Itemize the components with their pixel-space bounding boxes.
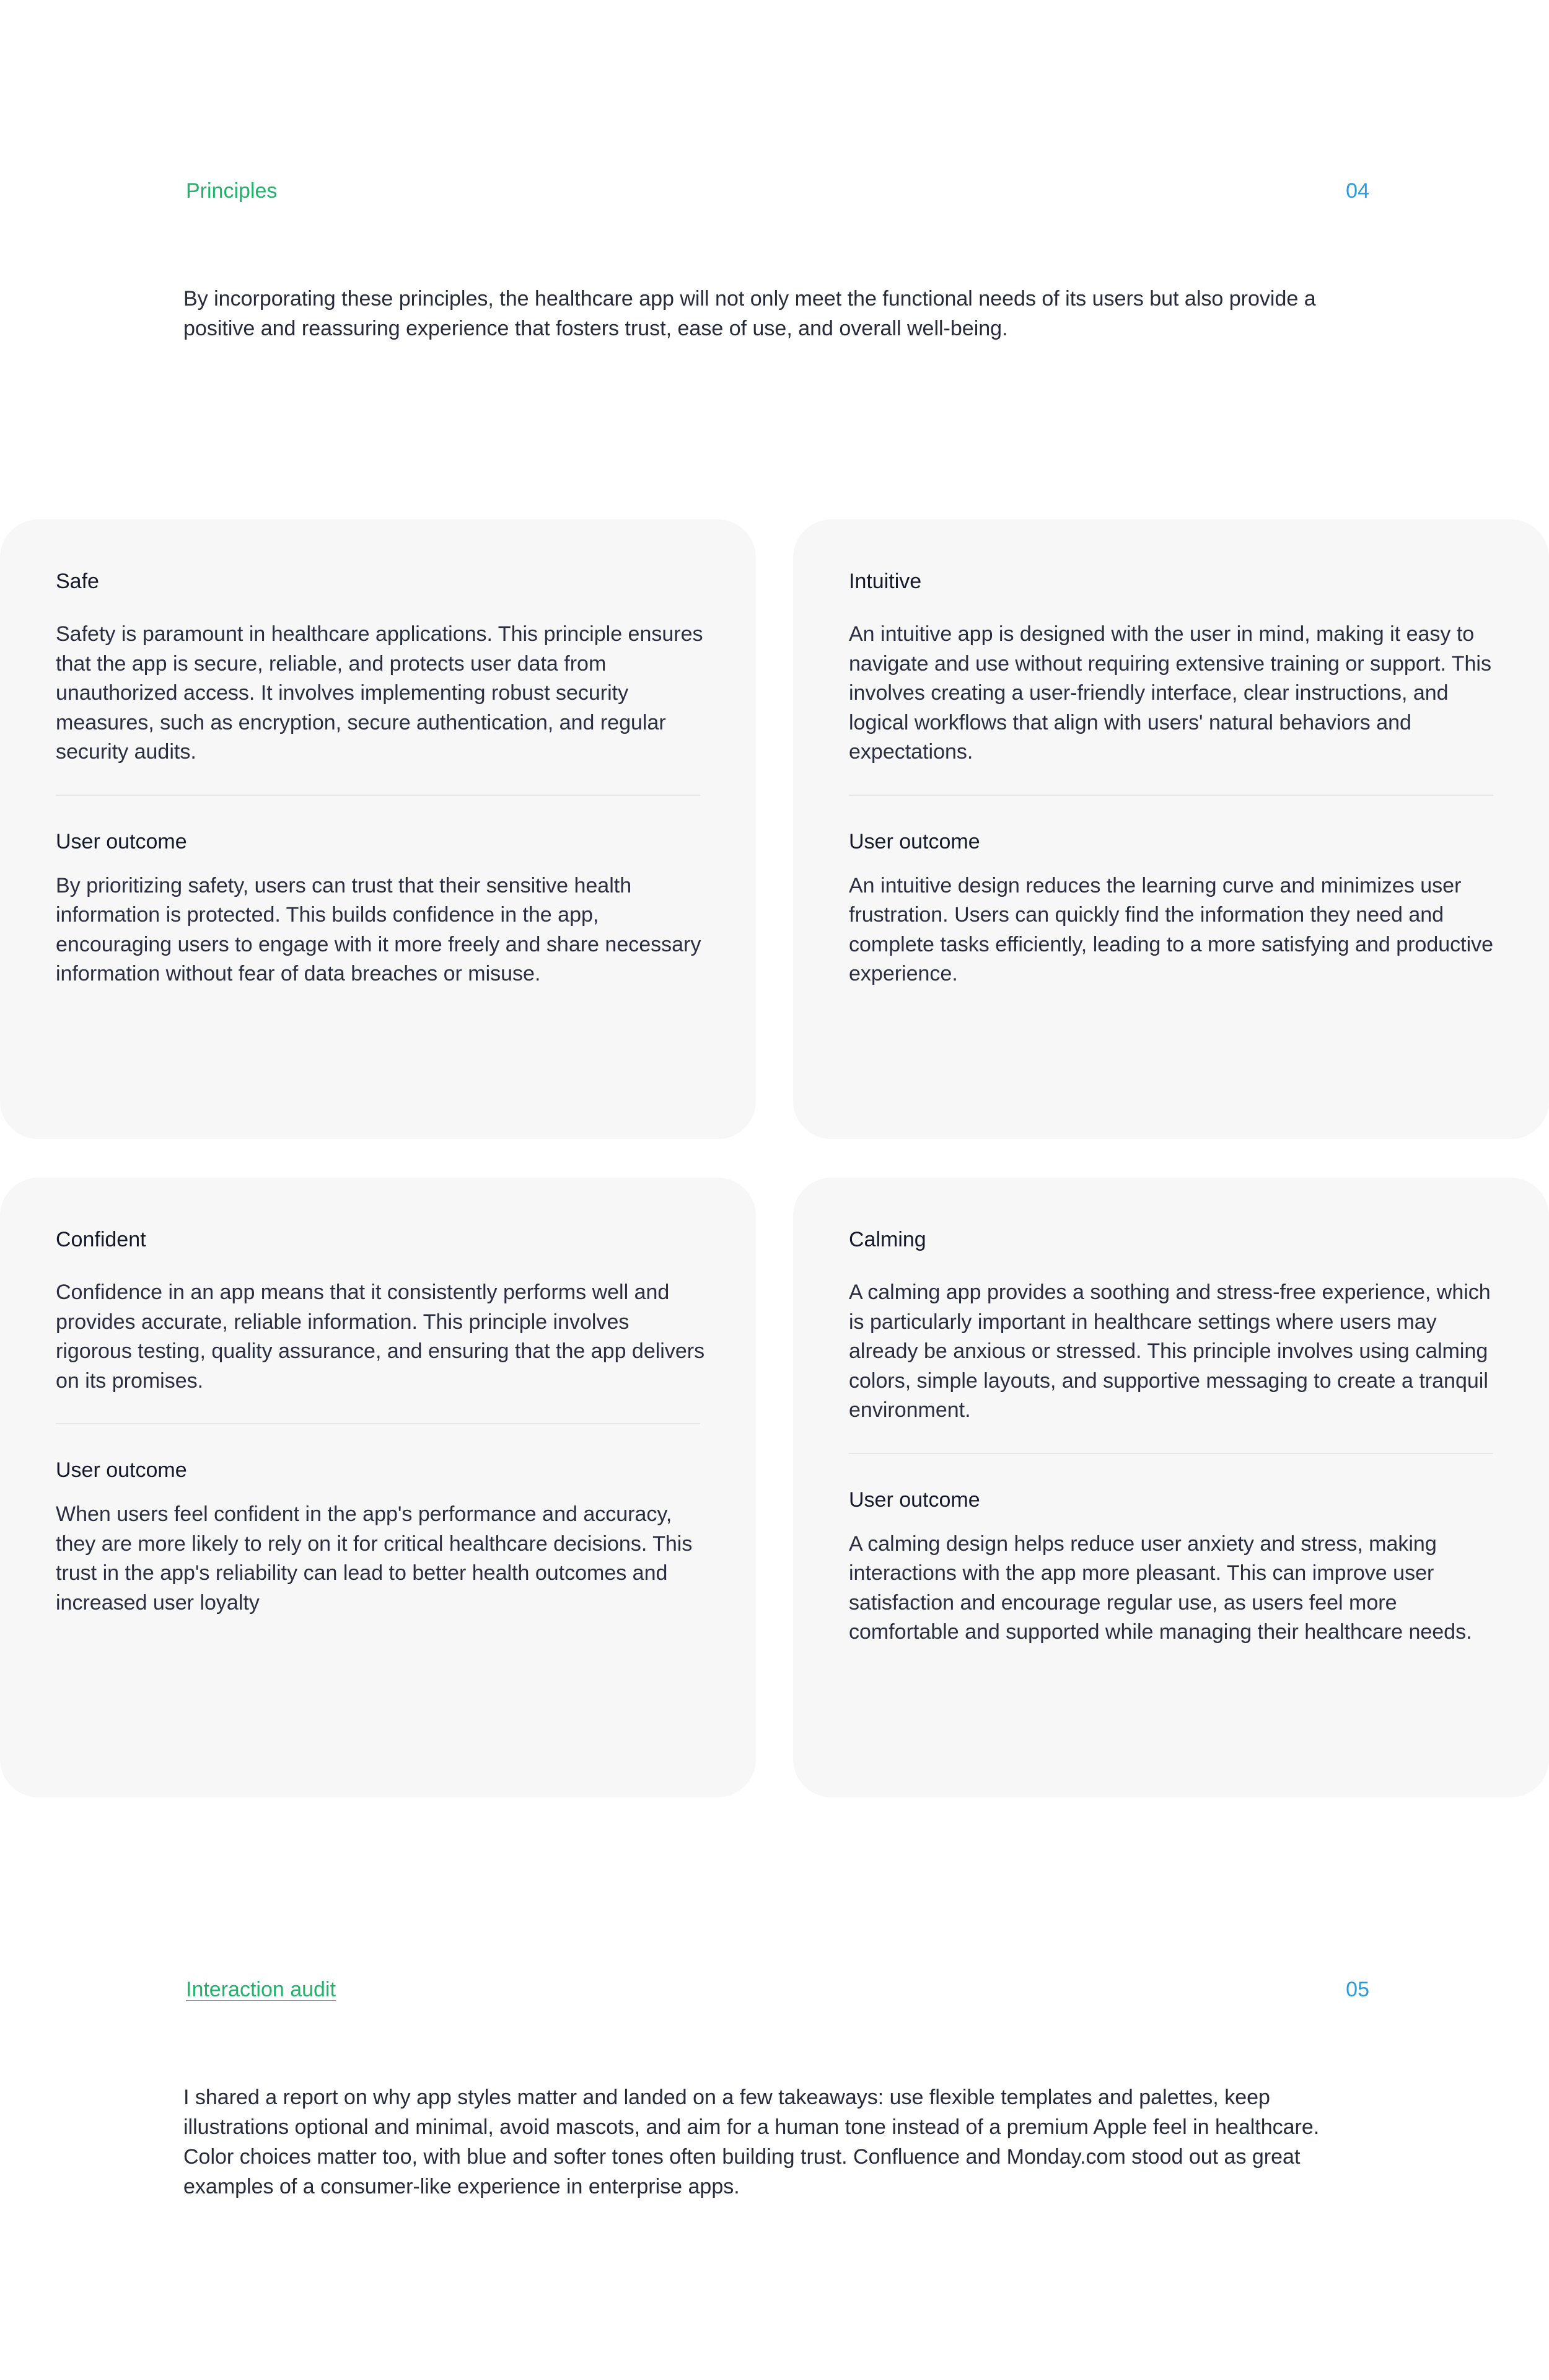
card-description: A calming app provides a soothing and stress-free experience, which is particularly important in healthcare settings where users may already be anxious or stressed. This principle involves using calming colors, simple layouts, and supportive messaging to create a tranquil environment. xyxy=(849,1280,1491,1422)
card-title: Intuitive xyxy=(849,570,922,593)
principle-card-intuitive xyxy=(793,519,1549,1139)
card-title: Confident xyxy=(56,1228,146,1251)
user-outcome-text: By prioritizing safety, users can trust that their sensitive health information is protected. This builds confidence in the app, encouraging users to engage with it more freely and share necessary information without fear of data breaches or misuse. xyxy=(56,873,701,985)
divider xyxy=(849,795,1493,796)
user-outcome-text: When users feel confident in the app's performance and accuracy, they are more likely to rely on it for critical healthcare decisions. This trust in the app's reliability can lead to better health outcomes and increased user loyalty xyxy=(56,1502,693,1615)
user-outcome-title: User outcome xyxy=(849,829,980,853)
user-outcome-title: User outcome xyxy=(56,1458,187,1482)
principles-intro: By incorporating these principles, the healthcare app will not only meet the functional needs of its users but also provide a positive and reassuring experience that fosters trust, ease of use, and overall well-being. xyxy=(183,287,1316,340)
audit-intro: I shared a report on why app styles matter and landed on a few takeaways: use flexible templates and palettes, keep illustrations optional and minimal, avoid mascots, and aim for a human tone instead of a premium Apple feel in healthcare. Color choices matter too, with blue and softer tones often building trust. Confluence and Monday.com stood out as great examples of a consumer-like experience in enterprise apps. xyxy=(183,2086,1320,2198)
divider xyxy=(849,1453,1493,1454)
divider xyxy=(56,795,700,796)
principle-card-safe xyxy=(0,519,756,1139)
principle-card-calming xyxy=(793,1178,1549,1797)
card-description: An intuitive app is designed with the user in mind, making it easy to navigate and use without requiring extensive training or support. This involves creating a user-friendly interface, clear instructions, and logical workflows that align with users' natural behaviors and expectations. xyxy=(849,622,1491,764)
principles-section-header xyxy=(186,178,1369,203)
card-description: Safety is paramount in healthcare applications. This principle ensures that the app is secure, reliable, and protects user data from unauthorized access. It involves implementing robust security measures, such as encryption, secure authentication, and regular security audits. xyxy=(56,622,703,764)
section-number: 05 xyxy=(1346,1978,1369,2001)
card-description: Confidence in an app means that it consistently performs well and provides accurate, reliable information. This principle involves rigorous testing, quality assurance, and ensuring that the app delivers on its promises. xyxy=(56,1280,705,1393)
card-title: Safe xyxy=(56,570,99,593)
user-outcome-title: User outcome xyxy=(56,829,187,853)
card-title: Calming xyxy=(849,1228,926,1251)
divider xyxy=(56,1423,700,1424)
audit-section-header xyxy=(186,1977,1369,2002)
section-label: Principles xyxy=(186,179,278,203)
section-number: 04 xyxy=(1346,179,1369,203)
user-outcome-text: A calming design helps reduce user anxiety and stress, making interactions with the app more pleasant. This can improve user satisfaction and encourage regular use, as users feel more comfortable and supported while managing their healthcare needs. xyxy=(849,1532,1472,1644)
interaction-audit-link[interactable]: Interaction audit xyxy=(186,1978,336,2001)
principle-card-confident xyxy=(0,1178,756,1797)
user-outcome-text: An intuitive design reduces the learning curve and minimizes user frustration. Users can quickly find the information they need and complete tasks efficiently, leading to a more satisfying and productive experience. xyxy=(849,873,1494,985)
user-outcome-title: User outcome xyxy=(849,1488,980,1512)
